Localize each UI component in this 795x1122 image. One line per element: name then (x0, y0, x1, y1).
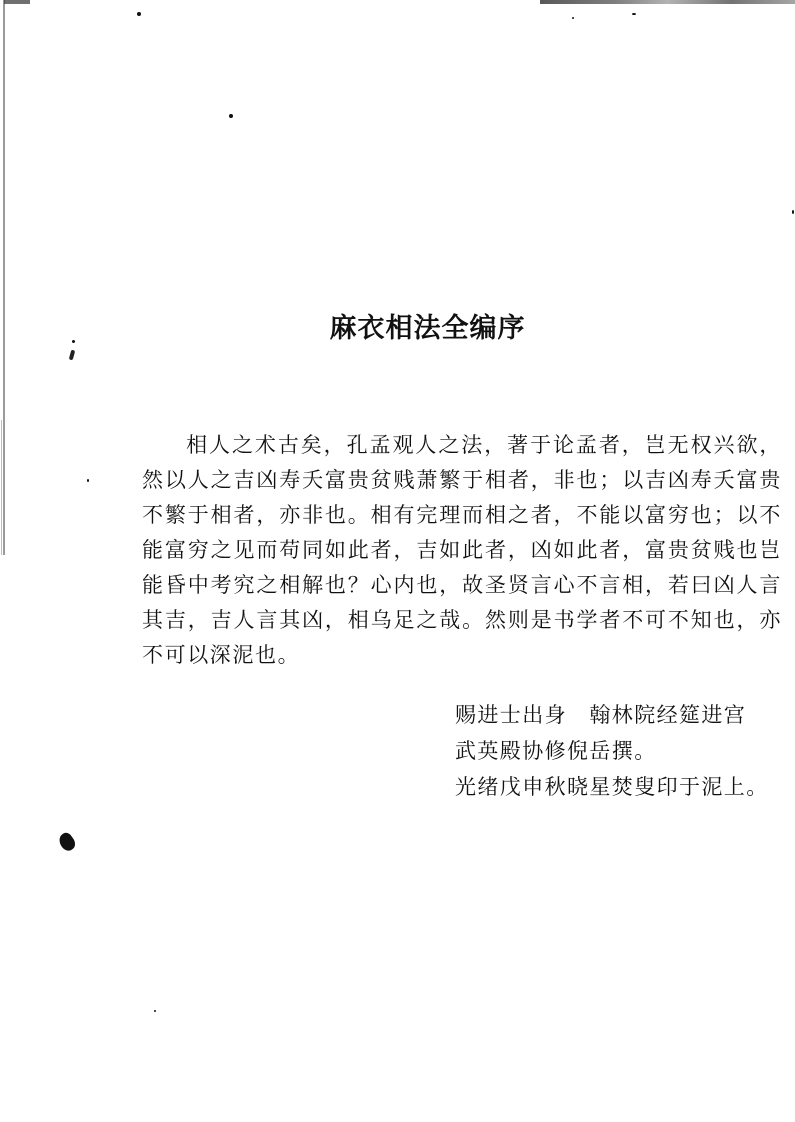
scan-speck (229, 114, 233, 118)
scan-speck (632, 13, 636, 15)
scan-smudge-top-right (540, 0, 795, 4)
preface-paragraph: 相人之术古矣，孔孟观人之法，著于论孟者，岂无权兴欲，然以人之吉凶寿夭富贵贫贱萧繁于相者，非也；以吉凶寿夭富贵不繁于相者，亦非也。相有完理而相之者，不能以富穷也；以不能富穷之见而苟同如此者，吉如此者，凶如此者，富贵贫贱也岂能昏中考究之相解也？心内也，故圣贤言心不言相，若曰凶人言其吉，吉人言其凶，相乌足之哉。然则是书学者不可不知也，亦不可以深泥也。 (142, 433, 782, 667)
signature-line-1: 赐进士出身 翰林院经筵进宫 (455, 703, 747, 727)
scan-speck (87, 479, 89, 482)
scan-speck (154, 1010, 156, 1012)
scan-edge-line-lower (1, 420, 2, 555)
scan-speck (137, 12, 141, 16)
signature-line-2: 武英殿协修倪岳撰。 (455, 739, 657, 763)
author-signature (455, 697, 769, 805)
scan-speck (572, 17, 574, 19)
scan-speck (792, 210, 794, 214)
preface-body (142, 428, 782, 673)
signature-line-3: 光绪戊申秋晓星焚叟印于泥上。 (455, 775, 769, 799)
scan-smudge-top-left (4, 0, 30, 4)
page-title: 麻衣相法全编序 (329, 313, 526, 344)
scan-edge-line (3, 0, 5, 555)
scan-ink-blot (56, 831, 78, 854)
